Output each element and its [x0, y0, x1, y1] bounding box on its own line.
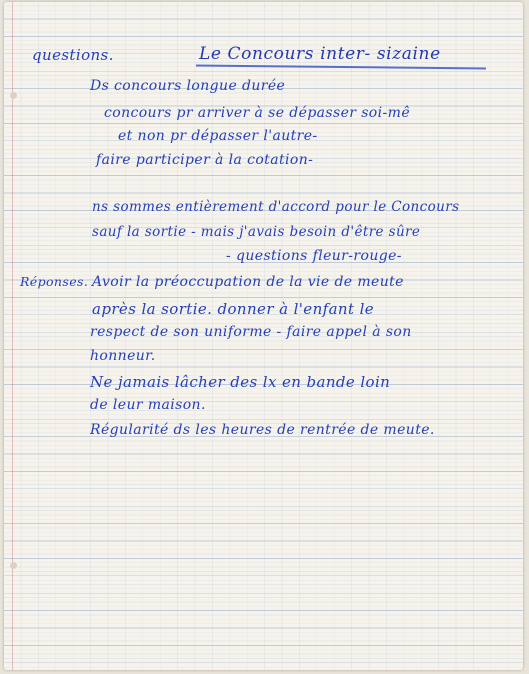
question-line: Ds concours longue durée [90, 78, 286, 94]
response-line: de leur maison. [90, 397, 206, 413]
note-line: sauf la sortie - mais j'avais besoin d'être sûre [92, 224, 421, 240]
note-line: ns sommes entièrement d'accord pour le Concours [92, 199, 460, 215]
binding-hole [10, 92, 17, 99]
margin-line [12, 2, 13, 670]
notebook-page [4, 2, 523, 670]
title-underline [196, 64, 486, 69]
response-line: Régularité ds les heures de rentrée de meute. [90, 422, 435, 438]
responses-label: Réponses. [20, 274, 89, 289]
questions-label: questions. [32, 46, 114, 64]
question-line: et non pr dépasser l'autre- [118, 128, 318, 144]
binding-hole [10, 562, 17, 569]
response-line: Avoir la préoccupation de la vie de meute [92, 274, 404, 290]
response-line: après la sortie. donner à l'enfant le [92, 300, 375, 318]
page-title: Le Concours inter- sizaine [199, 44, 441, 64]
question-line: concours pr arriver à se dépasser soi-mê [104, 105, 411, 121]
question-line: faire participer à la cotation- [96, 152, 314, 168]
response-line: honneur. [90, 348, 156, 364]
note-line: - questions fleur-rouge- [226, 248, 402, 264]
response-line: Ne jamais lâcher des lx en bande loin [90, 373, 391, 391]
response-line: respect de son uniforme - faire appel à son [90, 324, 412, 340]
